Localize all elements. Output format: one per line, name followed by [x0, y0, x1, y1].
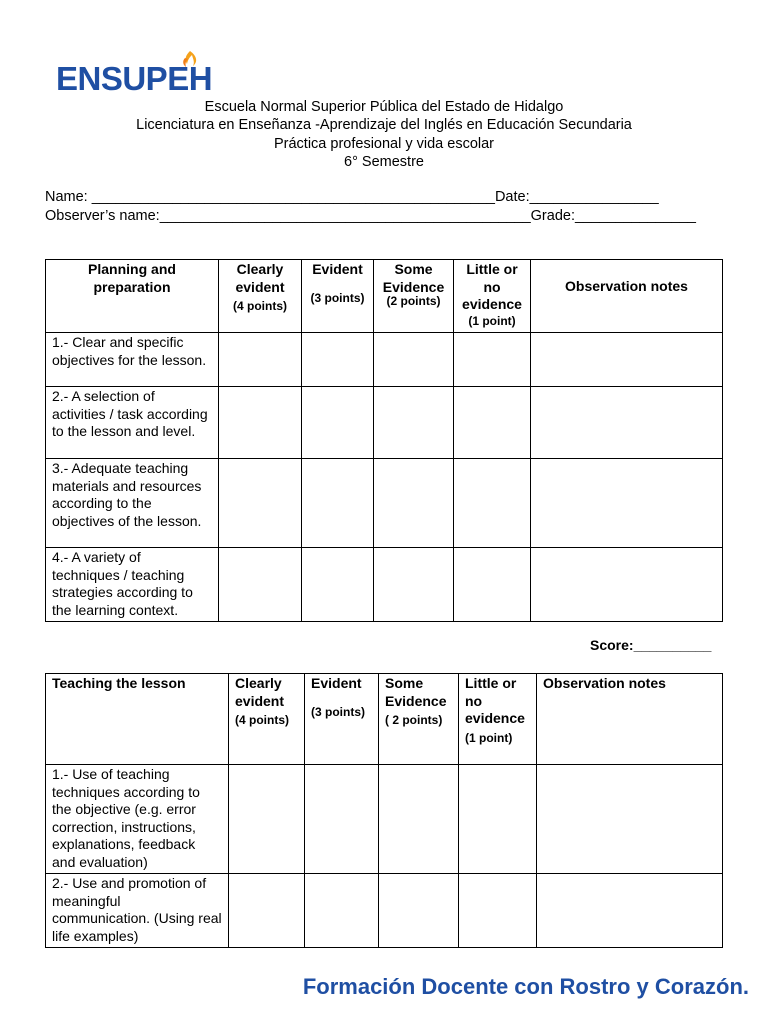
form-fields: [45, 188, 725, 225]
criterion: 2.- A selection of activities / task according to the lesson and level.: [46, 387, 219, 459]
col-label: Clearly evident: [235, 261, 285, 295]
col-points: ( 2 points): [385, 713, 443, 727]
rating-cell[interactable]: [305, 874, 379, 948]
col-points: (4 points): [233, 299, 287, 313]
notes-cell[interactable]: [531, 333, 723, 387]
section-title: Teaching the lesson: [46, 674, 229, 765]
rating-cell[interactable]: [454, 459, 531, 548]
criterion: 1.- Clear and specific objectives for the lesson.: [46, 333, 219, 387]
degree-name: Licenciatura en Enseñanza -Aprendizaje del Inglés en Educación Secundaria: [136, 117, 632, 134]
table-row: [46, 459, 723, 548]
col-header: [379, 674, 459, 765]
table-row: [46, 874, 723, 948]
rating-cell[interactable]: [374, 333, 454, 387]
col-points: (4 points): [235, 713, 289, 727]
col-header: [219, 260, 302, 333]
rating-cell[interactable]: [302, 459, 374, 548]
notes-cell[interactable]: [531, 387, 723, 459]
rating-cell[interactable]: [219, 387, 302, 459]
col-points: (3 points): [311, 704, 365, 719]
col-points: (2 points): [386, 294, 441, 308]
col-label: Evident: [311, 675, 362, 691]
rating-cell[interactable]: [374, 459, 454, 548]
section-title: Planning and preparation: [46, 260, 219, 333]
rating-cell[interactable]: [229, 874, 305, 948]
rating-cell[interactable]: [302, 548, 374, 622]
criterion: 4.- A variety of techniques / teaching strategies according to the learning context.: [46, 548, 219, 622]
rating-cell[interactable]: [379, 874, 459, 948]
col-header: [229, 674, 305, 765]
rating-cell[interactable]: [379, 765, 459, 874]
table-header-row: [46, 674, 723, 765]
rating-cell[interactable]: [219, 548, 302, 622]
table-header-row: [46, 260, 723, 333]
rating-cell[interactable]: [459, 765, 537, 874]
col-header: [302, 260, 374, 333]
rating-cell[interactable]: [219, 459, 302, 548]
observer-grade-row[interactable]: Observer’s name:______________________________________________Grade:_______________: [45, 207, 696, 224]
rating-cell[interactable]: [302, 387, 374, 459]
rating-cell[interactable]: [454, 548, 531, 622]
notes-cell[interactable]: [531, 548, 723, 622]
criterion: 1.- Use of teaching techniques according to the objective (e.g. error correction, instructions, explanations, feedback and evaluation): [46, 765, 229, 874]
rating-cell[interactable]: [374, 387, 454, 459]
school-header: [0, 98, 768, 171]
table-row: [46, 333, 723, 387]
notes-header: Observation notes: [531, 260, 723, 333]
rating-cell[interactable]: [459, 874, 537, 948]
col-label: Clearly evident: [235, 675, 285, 709]
table-row: [46, 387, 723, 459]
table-row: [46, 765, 723, 874]
rating-cell[interactable]: [219, 333, 302, 387]
col-points: (1 point): [468, 313, 516, 328]
col-header: [454, 260, 531, 333]
name-date-row[interactable]: Name: __________________________________________________Date:________________: [45, 189, 659, 205]
rating-cell[interactable]: [305, 765, 379, 874]
criterion: 3.- Adequate teaching materials and resources according to the objectives of the lesson.: [46, 459, 219, 548]
logo-text: ENSUPEH: [56, 60, 213, 97]
school-name: Escuela Normal Superior Pública del Estado de Hidalgo: [204, 99, 564, 115]
course-name: Práctica profesional y vida escolar: [273, 135, 495, 152]
footer-slogan: Formación Docente con Rostro y Corazón.: [302, 974, 749, 999]
planning-table: [45, 259, 723, 622]
semester: 6° Semestre: [344, 153, 424, 170]
rating-cell[interactable]: [454, 333, 531, 387]
table-row: [46, 548, 723, 622]
col-label: Some Evidence: [382, 261, 445, 295]
col-points: (1 point): [465, 730, 513, 745]
criterion: 2.- Use and promotion of meaningful communication. (Using real life examples): [46, 874, 229, 948]
col-points: (3 points): [310, 290, 365, 305]
rating-cell[interactable]: [229, 765, 305, 874]
rating-cell[interactable]: [302, 333, 374, 387]
teaching-table: [45, 673, 723, 948]
col-label: Little or no evidence: [462, 261, 522, 312]
col-label: Evident: [312, 261, 363, 277]
col-header: [374, 260, 454, 333]
ensupeh-logo: [56, 50, 271, 96]
notes-cell[interactable]: [537, 874, 723, 948]
col-label: Little or no evidence: [465, 675, 525, 726]
notes-header: Observation notes: [537, 674, 723, 765]
notes-cell[interactable]: [537, 765, 723, 874]
score-field[interactable]: Score:__________: [590, 637, 712, 653]
rating-cell[interactable]: [454, 387, 531, 459]
col-header: [459, 674, 537, 765]
notes-cell[interactable]: [531, 459, 723, 548]
col-header: [305, 674, 379, 765]
rating-cell[interactable]: [374, 548, 454, 622]
col-label: Some Evidence: [385, 675, 447, 709]
